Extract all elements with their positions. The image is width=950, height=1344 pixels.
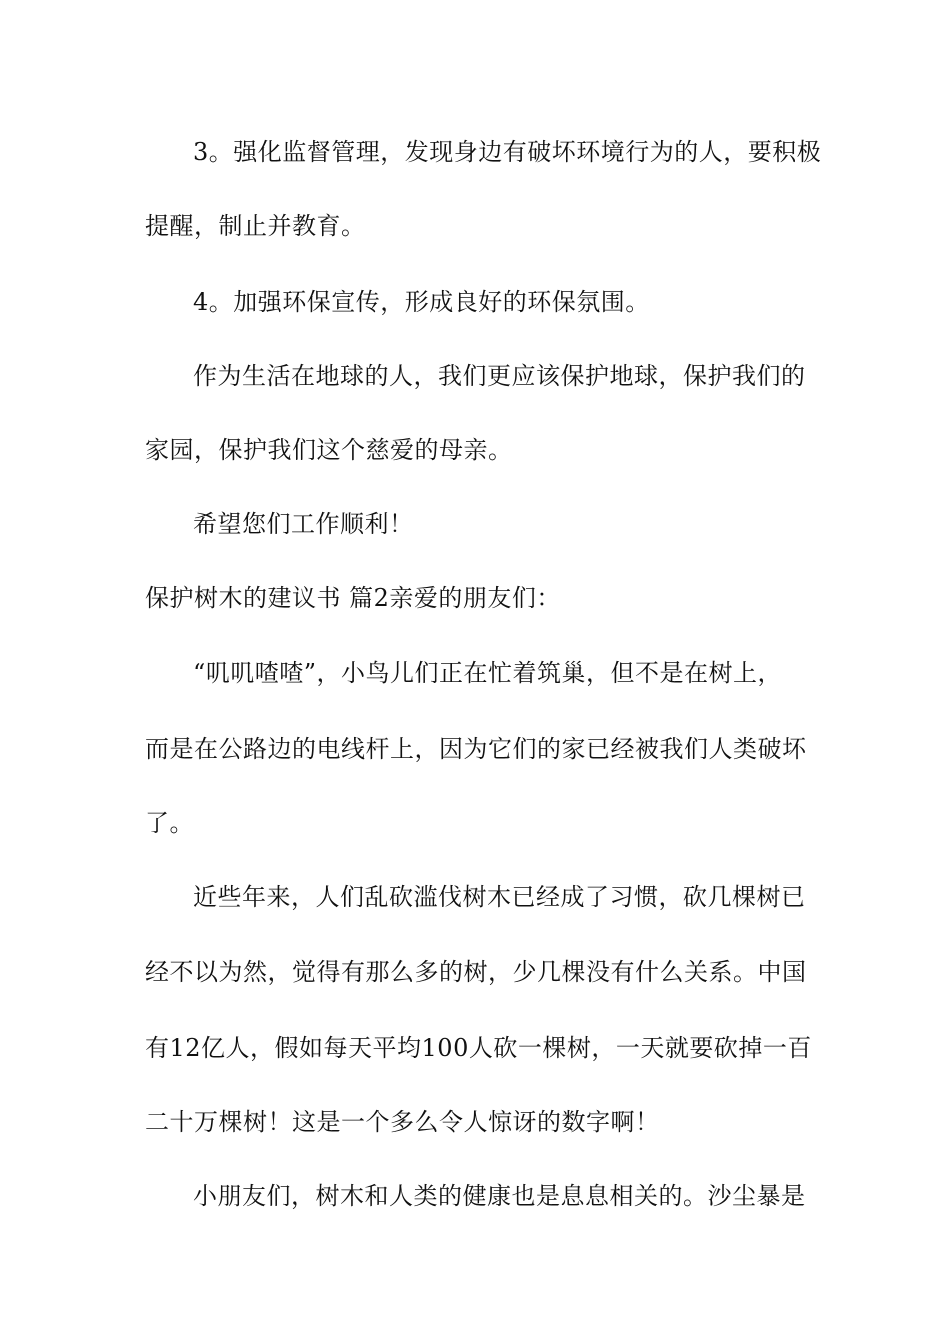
paragraph-line: 二十万棵树！这是一个多么令人惊讶的数字啊！ <box>145 1108 660 1136</box>
paragraph-line: 小朋友们，树木和人类的健康也是息息相关的。沙尘暴是 <box>193 1182 806 1210</box>
paragraph-line: 4。加强环保宣传，形成良好的环保氛围。 <box>193 288 650 316</box>
paragraph-line: 近些年来，人们乱砍滥伐树木已经成了习惯，砍几棵树已 <box>193 883 806 911</box>
paragraph-line: 了。 <box>145 809 194 837</box>
paragraph-line: 家园，保护我们这个慈爱的母亲。 <box>145 436 513 464</box>
paragraph-line: 作为生活在地球的人，我们更应该保护地球，保护我们的 <box>193 362 806 390</box>
paragraph-line: 经不以为然，觉得有那么多的树，少几棵没有什么关系。中国 <box>145 958 807 986</box>
paragraph-line: 而是在公路边的电线杆上，因为它们的家已经被我们人类破坏 <box>145 735 807 763</box>
paragraph-line: 提醒，制止并教育。 <box>145 212 366 240</box>
paragraph-line: “叽叽喳喳”，小鸟儿们正在忙着筑巢，但不是在树上， <box>193 659 783 687</box>
section-heading: 保护树木的建议书 篇2亲爱的朋友们： <box>145 584 561 612</box>
paragraph-line: 希望您们工作顺利！ <box>193 510 414 538</box>
paragraph-line: 有12亿人，假如每天平均100人砍一棵树，一天就要砍掉一百 <box>145 1034 812 1062</box>
paragraph-line: 3。强化监督管理，发现身边有破坏环境行为的人，要积极 <box>193 138 822 166</box>
